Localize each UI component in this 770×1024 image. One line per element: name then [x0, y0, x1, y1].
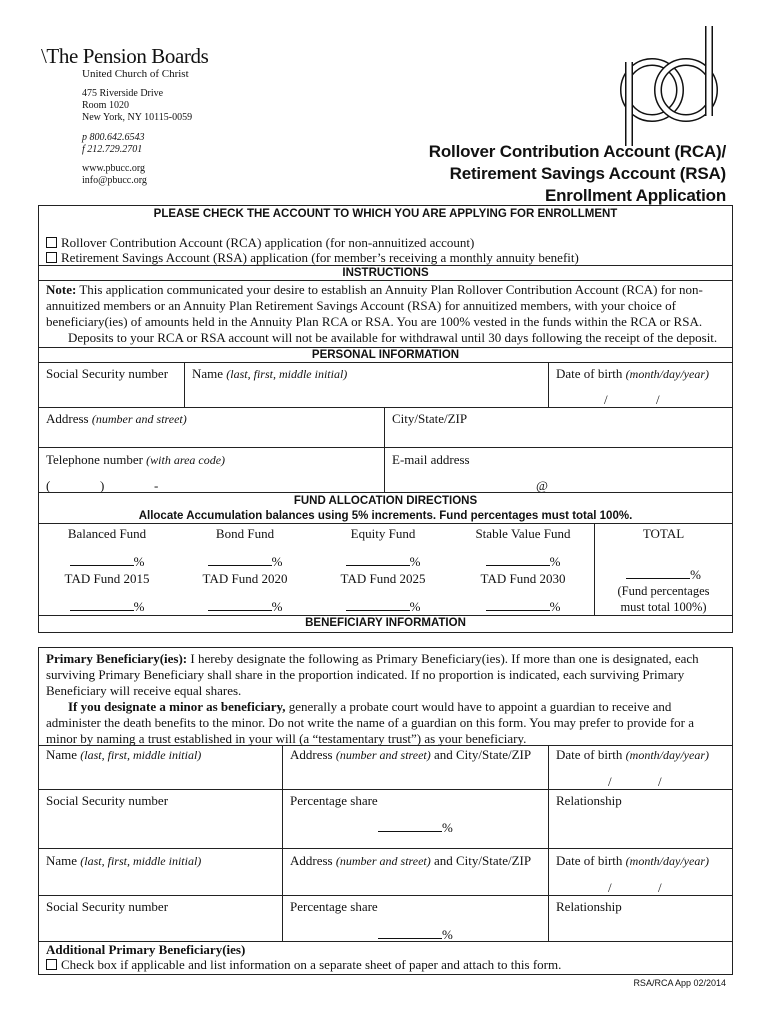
- fund-tad-2030-label: TAD Fund 2030: [480, 571, 566, 586]
- dob-slash: /: [608, 774, 612, 789]
- divider: [38, 362, 733, 363]
- divider: [38, 407, 733, 408]
- beneficiary-2-share[interactable]: Percentage share: [290, 899, 378, 914]
- city-state-zip-field[interactable]: City/State/ZIP: [392, 411, 468, 426]
- personal-heading: PERSONAL INFORMATION: [311, 349, 460, 361]
- beneficiary-2-dob[interactable]: Date of birth (month/day/year): [556, 853, 709, 868]
- pb-logo: [602, 20, 732, 148]
- checkbox-icon[interactable]: [46, 959, 57, 970]
- beneficiary-2-name[interactable]: Name (last, first, middle initial): [46, 853, 202, 868]
- divider: [38, 895, 733, 896]
- ssn-field[interactable]: Social Security number: [46, 366, 169, 381]
- account-option-rsa[interactable]: Retirement Savings Account (RSA) application (for member’s receiving a monthly annuity benefit): [46, 250, 579, 266]
- beneficiary-1-share-input[interactable]: %: [378, 819, 453, 836]
- beneficiary-1-ssn[interactable]: Social Security number: [46, 793, 169, 808]
- account-heading: PLEASE CHECK THE ACCOUNT TO WHICH YOU ARE APPLYING FOR ENROLLMENT: [153, 208, 618, 220]
- fund-equity-input[interactable]: %: [314, 553, 452, 570]
- fund-tad-2030-input[interactable]: %: [452, 598, 594, 615]
- instructions-note: Note: This application communicated your desire to establish an Annuity Plan Rollover Contribution Account (RCA) for non- annuitized members or an Annuity Plan Retirement Savings Account (RSA) for annuitized members, with your choice of beneficiary(ies) of amounts held in the Annuity Plan RCA or RSA. You are 100% vested in the funds within the RCA or RSA. Deposits to your RCA or RSA account will not be available for withdrawal until 30 days following the receipt of the deposit.: [46, 282, 718, 345]
- fund-bond-label: Bond Fund: [215, 526, 275, 541]
- org-phone: p 800.642.6543: [82, 132, 145, 143]
- org-name: \The Pension Boards: [41, 44, 209, 68]
- phone-dash: -: [154, 478, 159, 493]
- form-code: RSA/RCA App 02/2014: [633, 978, 726, 988]
- fund-heading: FUND ALLOCATION DIRECTIONS: [293, 495, 478, 507]
- beneficiary-2-share-input[interactable]: %: [378, 926, 453, 943]
- fund-stable-value-input[interactable]: %: [452, 553, 594, 570]
- additional-beneficiary-heading: Additional Primary Beneficiary(ies): [46, 942, 246, 957]
- phone-paren: (: [46, 478, 51, 493]
- divider: [38, 745, 733, 746]
- telephone-field[interactable]: Telephone number (with area code): [46, 452, 226, 467]
- email-field[interactable]: E-mail address: [392, 452, 470, 467]
- beneficiary-1-address[interactable]: Address (number and street) and City/State/ZIP: [290, 747, 532, 762]
- org-address-line: 475 Riverside Drive: [82, 88, 164, 99]
- primary-beneficiary-text: Primary Beneficiary(ies): I hereby designate the following as Primary Beneficiary(ies). If more than one is designated, each surviving Primary Beneficiary shall share in the proportion indicated. If no proportion is indicated, each surviving Primary Beneficiary will receive equal shares. If you designate a minor as beneficiary, generally a probate court would have to appoint a guardian to receive and administer the death benefits to the minor. Do not write the name of a guardian on this form. You may prefer to provide for a minor by naming a trust established in your will (a “testamentary trust”) as your beneficiary.: [46, 651, 699, 746]
- email-at: @: [536, 478, 548, 493]
- checkbox-icon[interactable]: [46, 237, 57, 248]
- divider: [38, 523, 733, 524]
- fund-total-label: TOTAL: [642, 526, 685, 541]
- dob-slash: /: [608, 880, 612, 895]
- beneficiary-heading: BENEFICIARY INFORMATION: [305, 617, 466, 629]
- fund-tad-2020-input[interactable]: %: [176, 598, 314, 615]
- dob-slash: /: [604, 392, 608, 407]
- divider: [38, 789, 733, 790]
- org-web: www.pbucc.org: [82, 163, 146, 174]
- divider: [38, 492, 733, 493]
- fund-balanced-label: Balanced Fund: [67, 526, 147, 541]
- fund-tad-2020-label: TAD Fund 2020: [202, 571, 288, 586]
- title-line: Enrollment Application: [544, 186, 726, 205]
- org-address-line: New York, NY 10115-0059: [82, 112, 193, 123]
- name-field[interactable]: Name (last, first, middle initial): [192, 366, 348, 381]
- phone-paren: ): [100, 478, 105, 493]
- beneficiary-1-share[interactable]: Percentage share: [290, 793, 378, 808]
- fund-stable-value-label: Stable Value Fund: [475, 526, 571, 541]
- org-address-line: Room 1020: [82, 100, 129, 111]
- beneficiary-2-ssn[interactable]: Social Security number: [46, 899, 169, 914]
- beneficiary-1-name[interactable]: Name (last, first, middle initial): [46, 747, 202, 762]
- fund-total-note: (Fund percentages must total 100%): [617, 584, 710, 614]
- fund-equity-label: Equity Fund: [350, 526, 416, 541]
- fund-tad-2025-label: TAD Fund 2025: [340, 571, 426, 586]
- org-subname: United Church of Christ: [82, 68, 189, 80]
- dob-slash: /: [658, 880, 662, 895]
- org-email: info@pbucc.org: [82, 175, 147, 186]
- org-fax: f 212.729.2701: [82, 144, 143, 155]
- address-field[interactable]: Address (number and street): [46, 411, 187, 426]
- dob-slash: /: [656, 392, 660, 407]
- title-line: Retirement Savings Account (RSA): [449, 164, 726, 183]
- dob-slash: /: [658, 774, 662, 789]
- divider: [38, 848, 733, 849]
- instructions-heading: INSTRUCTIONS: [342, 267, 429, 279]
- fund-tad-2025-input[interactable]: %: [314, 598, 452, 615]
- additional-beneficiary-option[interactable]: Check box if applicable and list information on a separate sheet of paper and attach to this form.: [46, 957, 561, 973]
- dob-field[interactable]: Date of birth (month/day/year): [556, 366, 709, 381]
- beneficiary-1-dob[interactable]: Date of birth (month/day/year): [556, 747, 709, 762]
- account-option-rca[interactable]: Rollover Contribution Account (RCA) application (for non-annuitized account): [46, 235, 474, 251]
- fund-tad-2015-input[interactable]: %: [38, 598, 176, 615]
- divider: [38, 280, 733, 281]
- checkbox-icon[interactable]: [46, 252, 57, 263]
- beneficiary-1-relationship[interactable]: Relationship: [556, 793, 622, 808]
- fund-subheading: Allocate Accumulation balances using 5% increments. Fund percentages must total 100%.: [138, 510, 633, 522]
- fund-tad-2015-label: TAD Fund 2015: [64, 571, 150, 586]
- form-title: [429, 141, 726, 207]
- beneficiary-2-relationship[interactable]: Relationship: [556, 899, 622, 914]
- divider: [38, 447, 733, 448]
- fund-bond-input[interactable]: %: [176, 553, 314, 570]
- fund-total-input[interactable]: %: [594, 566, 733, 583]
- beneficiary-2-address[interactable]: Address (number and street) and City/State/ZIP: [290, 853, 532, 868]
- fund-balanced-input[interactable]: %: [38, 553, 176, 570]
- org-block: [41, 44, 209, 187]
- title-line: Rollover Contribution Account (RCA)/: [428, 142, 726, 161]
